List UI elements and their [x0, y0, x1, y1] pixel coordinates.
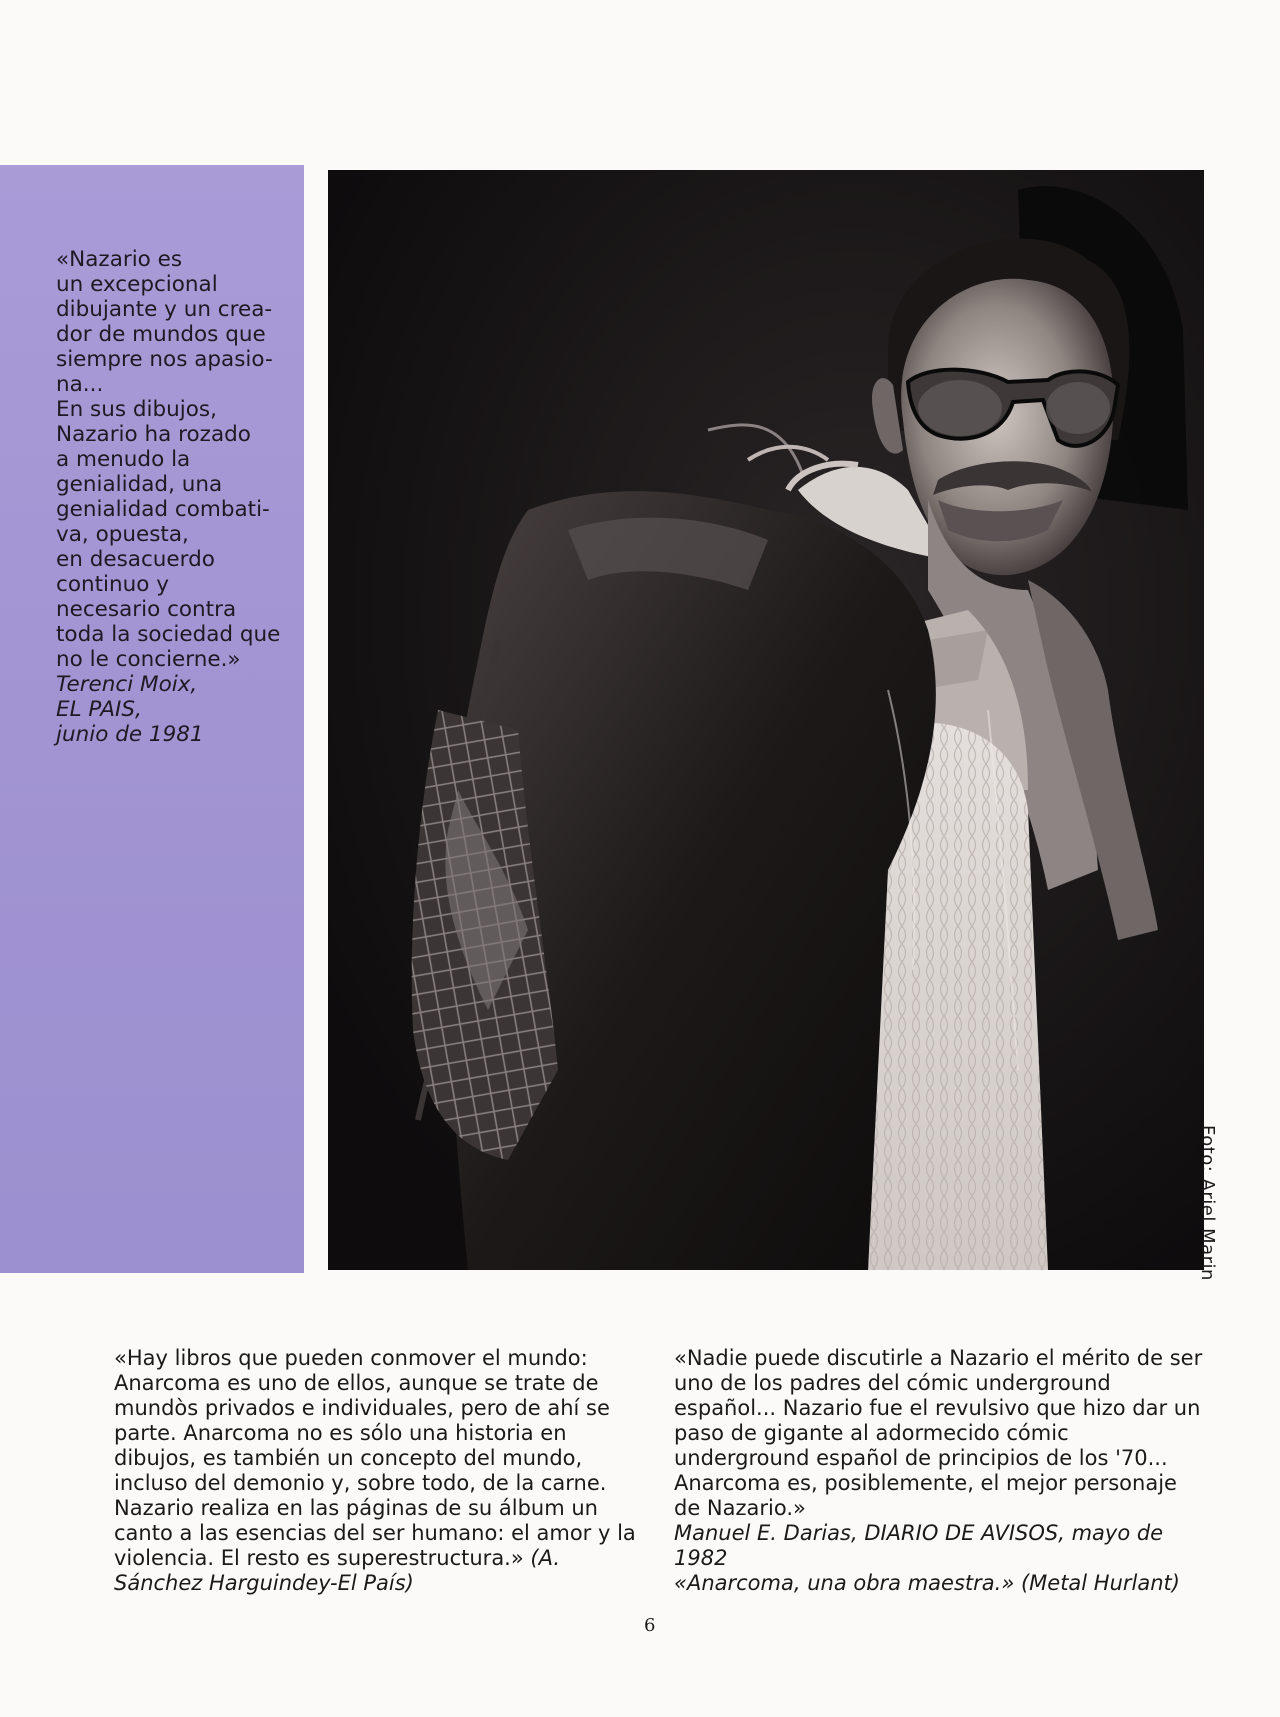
left-review-last-text: violencia. El resto es superestructura.» — [114, 1546, 531, 1570]
side-quote-line: dibujante y un crea- — [56, 297, 273, 322]
side-quote-line: un excepcional — [56, 272, 218, 297]
left-review-line: Anarcoma es uno de ellos, aunque se trate de — [114, 1371, 599, 1395]
right-review-line: paso de gigante al adormecido cómic — [674, 1421, 1069, 1445]
lavender-side-panel — [0, 165, 304, 1273]
side-quote-attribution: junio de 1981 — [56, 722, 204, 747]
left-review-line: incluso del demonio y, sobre todo, de la carne. — [114, 1471, 607, 1495]
right-review-line: «Nadie puede discutirle a Nazario el mérito de ser — [674, 1346, 1203, 1370]
right-review-line: Anarcoma es, posiblemente, el mejor personaje — [674, 1471, 1177, 1495]
side-quote-attribution: Terenci Moix, — [56, 672, 198, 697]
side-quote-line: genialidad, una — [56, 472, 223, 497]
right-review-line: uno de los padres del cómic underground — [674, 1371, 1111, 1395]
left-review-attribution-start: (A. — [530, 1546, 561, 1570]
side-quote-line: Nazario ha rozado — [56, 422, 251, 447]
side-quote-line: en desacuerdo — [56, 547, 215, 572]
side-quote — [56, 247, 292, 747]
side-quote-line: siempre nos apasio- — [56, 347, 273, 372]
side-quote-line: toda la sociedad que — [56, 622, 281, 647]
left-review-line: dibujos, es también un concepto del mundo, — [114, 1446, 583, 1470]
side-quote-line: a menudo la — [56, 447, 191, 472]
left-review-line: parte. Anarcoma no es sólo una historia en — [114, 1421, 567, 1445]
right-review-attribution: Manuel E. Darias, DIARIO DE AVISOS, mayo de — [674, 1521, 1164, 1545]
right-review-attribution: 1982 — [674, 1546, 728, 1570]
side-quote-line: dor de mundos que — [56, 322, 266, 347]
right-review-line: underground español de principios de los '70... — [674, 1446, 1168, 1470]
left-review-last-line — [114, 1546, 644, 1571]
left-review-line: Nazario realiza en las páginas de su álbum un — [114, 1496, 598, 1520]
right-review-line: de Nazario.» — [674, 1496, 806, 1520]
left-review-attribution: Sánchez Harguindey-El País) — [114, 1571, 414, 1595]
side-quote-line: continuo y — [56, 572, 169, 597]
side-quote-line: «Nazario es — [56, 247, 183, 272]
left-review-column — [114, 1346, 644, 1596]
side-quote-line: genialidad combati- — [56, 497, 270, 522]
photo-credit: Foto: Ariel Marin — [1197, 1125, 1218, 1281]
left-review-line: canto a las esencias del ser humano: el amor y la — [114, 1521, 636, 1545]
left-review-line: «Hay libros que pueden conmover el mundo: — [114, 1346, 588, 1370]
side-quote-line: va, opuesta, — [56, 522, 189, 547]
side-quote-line: no le concierne.» — [56, 647, 241, 672]
left-review-line: mundòs privados e individuales, pero de ahí se — [114, 1396, 610, 1420]
side-quote-line: na... — [56, 372, 104, 397]
side-quote-line: necesario contra — [56, 597, 237, 622]
page-number: 6 — [644, 1615, 656, 1636]
right-review-final-quote: «Anarcoma, una obra maestra.» (Metal Hurlant) — [674, 1571, 1180, 1595]
right-review-line: español... Nazario fue el revulsivo que hizo dar un — [674, 1396, 1201, 1420]
right-review-column — [674, 1346, 1214, 1596]
portrait-photo — [328, 170, 1204, 1270]
side-quote-attribution: EL PAIS, — [56, 697, 142, 722]
portrait-photo-illustration — [328, 170, 1204, 1270]
side-quote-line: En sus dibujos, — [56, 397, 217, 422]
